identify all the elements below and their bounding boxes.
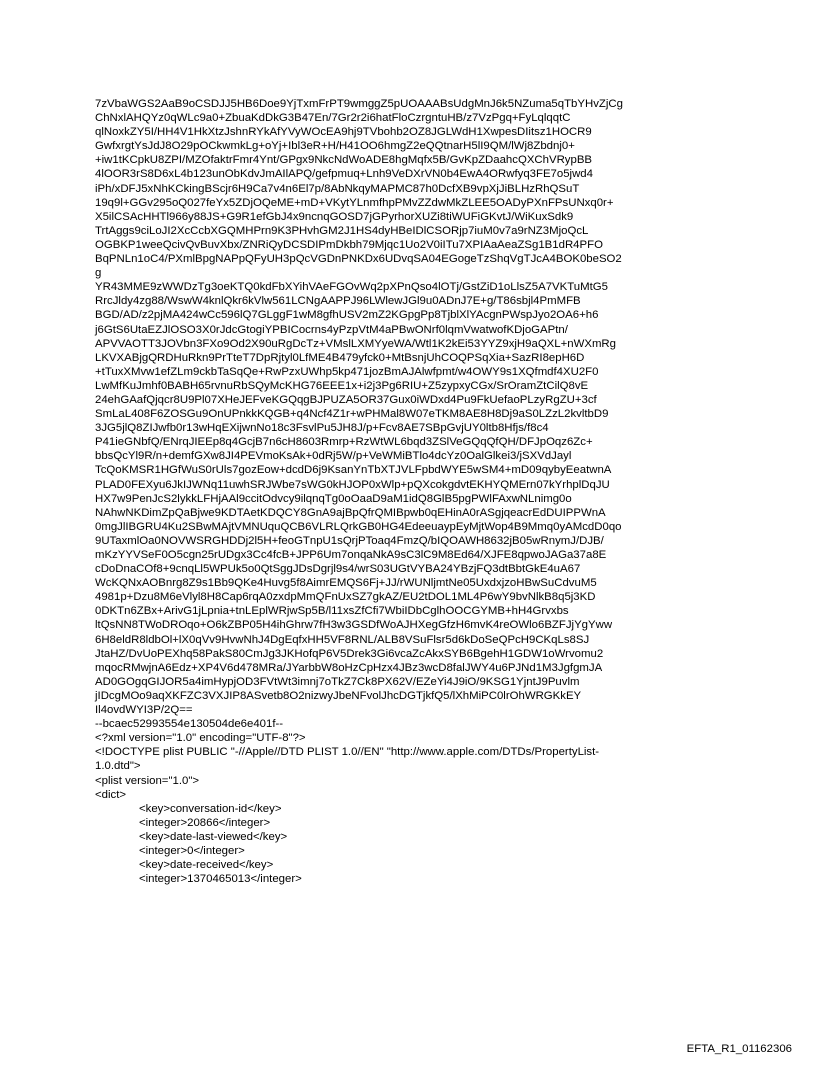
- text-line: JtaHZ/DvUoPEXhq58PakS80CmJg3JKHofqP6V5Drek3Gi6vcaZcAkxSYB6BgehH1GDW1oWrvomu2: [95, 647, 604, 660]
- text-line: BqPNLn1oC4/PXmlBpgNAPpQFyUH3pQcVGDnPNKDx6UDvqSA04EGogeTzShqVgTJcA4BOK0beSO2: [95, 253, 622, 266]
- text-line: <?xml version="1.0" encoding="UTF-8"?>: [95, 732, 306, 745]
- text-line: 7zVbaWGS2AaB9oCSDJJ5HB6Doe9YjTxmFrPT9wmggZ5pUOAAABsUdgMnJ6k5NZuma5qTbYHvZjCg: [95, 98, 623, 110]
- text-line: BGD/AD/z2pjMA424wCc596lQ7GLggF1wM8gfhUSV2mZ2KGpgPp8TjblXlYAcgnPWspJyo2OA6+h6: [95, 309, 599, 322]
- text-line: TrtAggs9ciLoJI2XcCcbXGQMHPrn9K3PHvhGM2J1HS4dyHBeIDlCSORjp7iuM0v7a9rNZ3MjoQcL: [95, 224, 589, 237]
- text-line: GwfxrgtYsJdJ8O29pOCkwmkLg+oYj+Ibl3eR+H/H41OO6hmgZ2eQQtnarH5lI9QM/lWj8Zbdnj0+: [95, 140, 575, 153]
- text-line: ltQsNN8TWoDROqo+O6kZBP05H4ihGhrw7fH3w3GSDfWoAJHXegGfzH6mvK4reOWlo6BZFJjYgYww: [95, 619, 613, 632]
- text-line: <dict>: [95, 788, 127, 801]
- plist-entry-line: <integer>1370465013</integer>: [139, 873, 302, 886]
- text-line: cDoDnaCOf8+9cnqLl5WPUk5o0QtSggJDsDgrjl9s4/wrS03UGtVYBA24YBzjFQ3dtBbtGkE4uA67: [95, 563, 581, 576]
- text-line: SmLaL408F6ZOSGu9OnUPnkkKQGB+q4Ncf4Z1r+wPHMal8W07eTKM8AE8H8Dj9aS0LZzL2kvltbD9: [95, 408, 609, 421]
- text-line: g: [95, 267, 102, 280]
- text-line: 24ehGAafQjqcr8U9Pl07XHeJEFveKGQqgBJPUZA5OR37Gux0iWDxd4Pu9FkUefaoPLzyRgZU+3cf: [95, 393, 597, 406]
- text-line: TcQoKMSR1HGfWuS0rUls7gozEow+dcdD6j9KsanYnTbXTJVLFpbdWYE5wSM4+mD09qybyEeatwnA: [95, 464, 612, 477]
- text-line: --bcaec52993554e130504de6e401f--: [95, 718, 284, 731]
- text-line: P41ieGNbfQ/ENrqJIEEp8q4GcjB7n6cH8603Rmrp+RzWtWL6bqd3ZSlVeGQqQfQH/DFJpOqz6Zc+: [95, 436, 593, 449]
- text-line: +tTuxXMvw1efZLm9ckbTaSqQe+RwPzxUWhp5kp471jozBmAJAlwfpmt/w4OWY9s1XQfmdf4XU2F0: [95, 365, 599, 378]
- document-body: [95, 97, 735, 886]
- text-line: 0mgJlIBGRU4Ku2SBwMAjtVMNUquQCB6VLRLQrkGB0HG4EdeeuaypEyMjtWop4B9Mmq0yAMcdD0qo: [95, 520, 622, 533]
- text-line: 4lOOR3rS8D6xL4b123unObKdvJmAIlAPQ/gefpmuq+Lnh9VeDXrVN0b4EwA4ORwfyq3FE7o5jwd4: [95, 168, 593, 181]
- text-line: 4981p+Dzu8M6eVlyl8H8Cap6rqA0zxdpMmQFnUxSZ7gkAZ/EU2tDOL1ML4P6wY9bvNlkB8q5j3KD: [95, 591, 596, 604]
- text-line: X5ilCSAcHHTl966y88JS+G9R1efGbJ4x9ncnqGOSD7jGPyrhorXUZi8tiWUFiGKvtJ/WiKuxSdk9: [95, 210, 574, 223]
- text-line: mqocRMwjnA6Edz+XP4V6d478MRa/JYarbbW8oHzCpHzx4JBz3wcD8falJWY4u6PJNd1M3JgfgmJA: [95, 661, 603, 674]
- text-line: PLAD0FEXyu6JkIJWNq11uwhSRJWbe7sWG0kHJOP0xWlp+pQXcokgdvtEKHYQMErn07kYrhplDqJU: [95, 478, 610, 491]
- text-line: LKVXABjgQRDHuRkn9PrTteT7DpRjtyl0LfME4B479yfck0+MtBsnjUhCOQPSqXia+SazRI8epH6D: [95, 351, 585, 364]
- text-line: <plist version="1.0">: [95, 774, 200, 787]
- text-line: 0DKTn6ZBx+ArivG1jLpnia+tnLEplWRjwSp5B/l11xsZfCfi7WbiIDbCglhOOCGYMB+hH4Grvxbs: [95, 605, 569, 618]
- text-line: +iw1tKCpkU8ZPI/MZOfaktrFmr4Ynt/GPgx9NkcNdWoADE8hgMqfx5B/GvKpZDaahcQXChVRypBB: [95, 154, 593, 167]
- text-line: OGBKP1weeQcivQvBuvXbx/ZNRiQyDCSDIPmDkbh79Mjqc1Uo2V0iITu7XPIAaAeaZSg1B1dR4PFO: [95, 238, 603, 251]
- text-line: iPh/xDFJ5xNhKCkingBScjr6H9Ca7v4n6El7p/8AbNkqyMAPMC87h0DcfXB9vpXjJiBLHzRhQSuT: [95, 182, 580, 195]
- text-line: 1.0.dtd">: [95, 760, 141, 773]
- text-line: AD0GOgqGIJOR5a4imHypjOD3FVtWt3imnj7oTkZ7Ck8PX62V/EZeYi4J9iO/9KSG1YjntJ9Puvlm: [95, 675, 580, 688]
- text-line: 19q9l+GGv295oQ027feYx5ZDjOQeME+mD+VKytYLnmfhpPMvZZdwMkZLEE5OADyPXnFPsUNxq0r+: [95, 196, 614, 209]
- text-line: ChNxlAHQYz0qWLc9a0+ZbuaKdDkG3B47En/7Gr2r2i6hatFloCzrgntuHB/z7VzPgq+FyLqlqqtC: [95, 112, 571, 125]
- document-lines: [95, 97, 735, 802]
- text-line: YR43MME9zWWDzTg3oeKTQ0kdFbXYihVAeFGOvWq2pXPnQso4lOTj/GstZiD1oLlsZ5A7VKTuMtG5: [95, 281, 608, 294]
- plist-entry-line: <key>date-received</key>: [139, 859, 274, 872]
- text-line: HX7w9PenJcS2lykkLFHjAAl9ccitOdvcy9ilqnqTg0oOaaD9aM1idQ8GlB5pgPWlFAxwNLnimg0o: [95, 492, 572, 505]
- plist-entry-line: <key>conversation-id</key>: [139, 802, 282, 815]
- plist-dict-entries: [95, 802, 735, 887]
- text-line: jIDcgMOo9aqXKFZC3VXJIP8ASvetb8O2nizwyJbeNFvolJhcDGTjkfQ5/lXhMiPC0lrOhWRGKkEY: [95, 689, 582, 702]
- text-line: NAhwNKDimZpQaBjwe9KDTAetKDQCY8GnA9ajBpQfrQMIBpwb0qEHinA0rASgjqeacrEdDUIPPWnA: [95, 506, 606, 519]
- text-line: 9UTaxmlOa0NOVWSRGHDDj2l5H+feoGTnpU1sQrjPToaq4FmzQ/bIQOAWH8632jB05wRnymJ/DJB/: [95, 534, 604, 547]
- plist-entry-line: <integer>20866</integer>: [139, 816, 271, 829]
- text-line: j6GtS6UtaEZJlOSO3X0rJdcGtogiYPBICocrns4yPzpVtM4aPBwONrf0lqmVwatwofKDjoGAPtn/: [95, 323, 568, 336]
- text-line: mKzYYVSeF0O5cgn25rUDgx3Cc4fcB+JPP6Um7onqaNkA9sC3lC9M8Ed64/XJFE8qpwoJAGa37a8E: [95, 549, 607, 561]
- text-line: Il4ovdWYI3P/2Q==: [95, 704, 193, 717]
- text-line: <!DOCTYPE plist PUBLIC "-//Apple//DTD PLIST 1.0//EN" "http://www.apple.com/DTDs/PropertyList-: [95, 746, 600, 759]
- plist-entry-line: <key>date-last-viewed</key>: [139, 830, 288, 843]
- text-line: bbsQcYl9R/n+demfGXw8JI4PEVmoKsAk+0dRj5W/p+VeWMiBTlo4dcYz0OalGlkei3/jSXVdJayl: [95, 450, 572, 463]
- text-line: APVVAOTT3JOVbn3FXo9Od2X90uRgDcTz+VMslLXMYyeWA/Wtl1K2kEi53YYZ9xjH9aQXL+nWXmRg: [95, 337, 616, 350]
- text-line: 6H8eldR8ldbOl+lX0qVv9HvwNhJ4DgEqfxHH5VF8RNL/ALB8VSuFlsr5d6kDoSeQPcH9CKqLs8SJ: [95, 633, 590, 646]
- text-line: WcKQNxAOBnrg8Z9s1Bb9QKe4Huvg5f8AimrEMQS6Fj+JJ/rWUNljmtNe05UxdxjzoHBwSuCdvuM5: [95, 577, 597, 590]
- text-line: RrcJldy4zg88/WswW4knlQkr6kVlw561LCNgAAPPJ96LWlewJGl9u0ADnJ7E+g/T86sbjl4PmMFB: [95, 295, 581, 308]
- document-id-footer: EFTA_R1_01162306: [686, 1043, 792, 1055]
- plist-entry-line: <integer>0</integer>: [139, 844, 245, 857]
- text-line: LwMfKuJmhf0BABH65rvnuRbSQyMcKHG76EEE1x+i2j3Pg6RIU+Z5zypxyCGx/SrOramZtCilQ8vE: [95, 379, 589, 392]
- text-line: qlNoxkZY5I/HH4V1HkXtzJshnRYkAfYVyWOcEA9hj9TVbohb2OZ8JGLWdH1XwpesDIitsz1HOCR9: [95, 126, 592, 139]
- text-line: 3JG5jlQ8ZIJwfb0r13wHqEXijwnNo18c3FsvlPu5JH8J/p+Fcv8AE7SBpGvjUY0ltb8Hfjs/f8c4: [95, 422, 549, 435]
